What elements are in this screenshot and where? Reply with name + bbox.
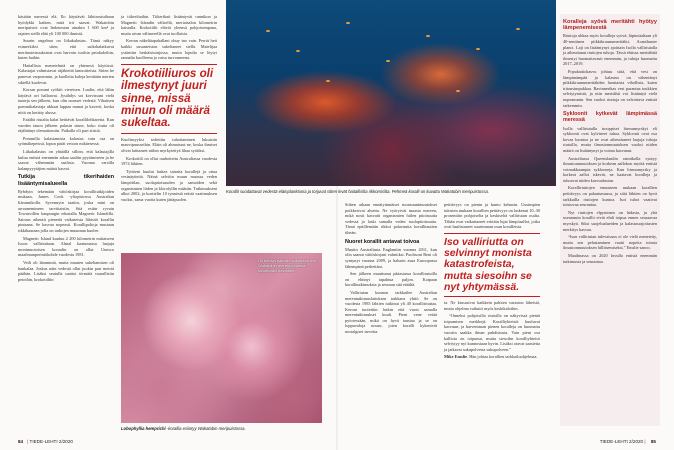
- pullquote: Krokotiiliuros oli ilmestynyt juuri sinne, missä minun oli määrä sukeltaa.: [121, 66, 214, 130]
- right-footer: [600, 439, 660, 444]
- sidebar-title: Koralleja syövä meritähti hyötyy lämpenemisestä: [563, 19, 657, 32]
- photo-overlay-text: Oli tultava paikalle kokonaan niin Wakatobin merenpohjassa kovakoralli havaittiin.: [258, 258, 317, 273]
- paragraph: peittävyys on pienin ja kunto kehnoin. Uusimpien tulosten mukaan korallien peittävyys on laskenut 10–30 prosenttiin pohjoiselta ja keskiseltä valliriutan osalta. Tähän ovat vaikuttaneet erittäin lujat lämpöaallot, jotka ovat haalistaneet suurimman osan koralleista.: [444, 202, 540, 230]
- paragraph: Liikakalastus on yhtäällä silloin, että kalastajilla kuluu entistä enemmän aikaa saaliin pyytämiseen ja he saavat vähemmän saalista. Vuonna varsilla kalanpyyytäjien määrä kasvoi.: [18, 149, 114, 171]
- paragraph: ta. Ne kiusasivat kaikkein pahiten varaston läheisiä, mutta ohjelma vaikutti myös keskikaloihin.: [444, 299, 540, 311]
- paragraph: Kuolinsyyksi todettiin tuhottaminen lukuisiin mauvipuusseihin. Eläin oli ahmaissut ne, koska ihmiset olivat laittaneet niihin myrkytettyä lihaa syötiksi.: [121, 136, 217, 153]
- fish-shape: [476, 48, 480, 50]
- paragraph: Muutin Australiasta Englantiin vuonna 2011, kun olin saanut väitöskirjani valmiiksi. Puolisoni Beni oli syntynyt vuonna 2009, ja halusin asua Euroopassa lähempänä perhettäni.: [345, 246, 437, 269]
- paragraph: Suurin ongelma on liikakalastus. Tämä näkyy esimerkiksi siten, että suikrhalatkuvat merituuteisuuksistat ovat harvoin isoihin petokaloihin, kuten haihin.: [18, 38, 114, 61]
- pullquote-rule: [121, 64, 217, 65]
- paragraph: Isolla valliriutalla trooppiset hirmumyrskyt eli sykloonit ovat kylvineet tuhoa. Sykloonit ovat osa kovaa luontoa ja ne ovat aiheuttaneet laajoja tuhoja riutoilla, mutta ilmastonmuutoksen vuoksi niiden määrä on lisääntynyt ja voima kasvanut.: [563, 125, 657, 153]
- footer-separator: |: [27, 439, 29, 444]
- subheading: Tutkija tikerihaiden lisääntymisalueella: [18, 174, 114, 187]
- paragraph-tail: . Hän johtaa korallien tarkkailuohjelmaa.: [467, 354, 538, 360]
- paragraph: Haitallisia menetelmiä on yhtenesä käytössä. Kalastajat valmistavat räjähteitä lannoitteista. Sitten he panevat varpommin, ja kuolleita kaloja kerätään merten sikiellä kuolevat.: [18, 62, 114, 85]
- paragraph: Veili oli lämmintä, mutta muuten sukeltamisen oli hankalaa. Joskus näin vedestä ollut juokin pari metriä päähän. Lisäksi seutulla saattoi törmätä vaarallisiin petoihin, krokotiiliin: [18, 259, 114, 282]
- paragraph: Nyt riuttojen elpyminen on hidasta, ja yhä useammin korallit eivät ehdi toipua ennen seuraavaa myrskyä. Siksi suojelualueiden ja kalastusrajoitusten merkitys kasvaa.: [563, 209, 657, 232]
- paragraph: Koralliriuttojen ennusteen mukaan korallien peittävyys on palautumassa, ja siitä lähtien on hyvä tarkkailla riuttojen kuntoa. Isot tuhot vaativat toistuvaa seurantaa.: [563, 185, 657, 208]
- paragraph: “Onneksi pohjoisilla riutoilla on näkyvissä pieniä toipumisen merkkejä. Koralliyhteisöt kuuluvat kasvuun, ja harvemman pienen koralleja on huomattu vuosiin saakka ilman puhdistusta. Vain pieni osa kalliota on toipunut, mutta siesoihn koralliyhteisö selviytyy nyt kunnostaan hyvin. Lisäksi otavat saastetta ja jatkavat sukupolvesta sukupolveen.”: [444, 313, 540, 352]
- paragraph: Maailmassa on 2020 luvulla entistä enemmän tutkimusta ja seurantaa.: [563, 253, 657, 264]
- paragraph: Riuttoja uhkaa myös koralleja syövä, läpimitaltaan yli 40-senttinen piikkikruunumeritähti, Acanthaster planci. Laji on lisääntynyt ajoittain Isolla valliriutalla ja aiheuttanut riuttojen tuhoja. Tässä ehtissa meritähtiä ilmestyi huomattavasti enemmän, ja tuhoja huomattu 2017–2019.: [563, 33, 657, 67]
- paragraph: Tyttöeni kuului laskea sairaita korallejä ja ottaa vesinäytteitä. Näinä selvitin muun muassa veden lämpötilan, suolapitoisuuden ja samoiden sekä organismien liiden ja klorofyllin määrän. Tutkimukseni alkoi 2002, ja koettelin 10 tynnöstä erästä vaatimuksen vuoksi, sama vuotta kuten jättäpuolen.: [121, 168, 217, 202]
- left-column-2: [121, 14, 217, 249]
- paragraph: Krokotiili on ollut rauhoitettu Australiassa vuodesta 1974 lähtien.: [121, 155, 217, 167]
- left-footer: [18, 439, 73, 444]
- paragraph: Korran pommi ryökiti viereisen. Luulin, että lähin käytävä avi hallaavat. Jysähdys soi korvissani vielä tunteja sen jälkeen, kun olin nousset vedestä. Vihaitsen pommikalastaja ukkaat lappaa munat ja kaverit, koska niitä on kerätty alussa.: [18, 87, 114, 115]
- footer-separator: |: [644, 439, 646, 444]
- pullquote-rule: [121, 133, 217, 134]
- paragraph: “Ison valliriutan tulevaisuus ei ole vielä menetetty, mutta sen pelastaminen vaatii nopeita toimia ilmastonmuutoksen hillitsemiseksi,” Emslie sanoo.: [563, 234, 657, 251]
- coral-reef-photo: [226, 0, 556, 186]
- pink-coral-photo: [121, 253, 322, 423]
- paragraph: Australiassa Queenslandin rannikolla syntyy ilmastonmuutoksen ja korkean aallokon myötä entistä voimakkaampia syklooneja. Kun hirmumyrsky ja korkeat aallot iskevät, ne kaatavat koralleja ja tuhoavat niiden kasvualustan.: [563, 155, 657, 183]
- fish-shape: [426, 35, 430, 37]
- paragraph: Valliriutan kunnon tarkkailee Australian merentutkimuslaitoksen tarkkaus yhtiö. Se on vuodesta 1985 lähtien tutkinut yli 40 korallitriuttaa. Kerran tuotettiin laskin että vuosi samalla merentutkimukset kuuli. Pieni vene vetää pyöriessään, mikä on hyvä taustaa ja se on loppuvaloja nousu, joten koralli kykenivät nostalgiset tarvetta.: [345, 289, 437, 335]
- paragraph: Populaatiokasvu johtuu siitä, että vesi on lämpimämpää ja kalastus on vähentänyt piikkikruunumeritähden luontaisia vihollisia, kuten tritonsimpukkaa. Ravinnerikas vesi parantaa toukkien selviytymistä, ja niin meritähti voi lisääntyä vielä nopeammin. Sen vuoksi riuttoja on valvottava entistä tarkemmin.: [563, 68, 657, 108]
- paragraph: Magnetic Island kuuluu 2 200 kilometrin mittaiseen Isoon valliriuttaan. Almal kaatumassa laajuja monimuotoisen koraalin on ollut Unesco maailmanperintökohde vuodesta 1981.: [18, 235, 114, 258]
- right-column-4: [444, 202, 540, 427]
- paragraph: Eräältä riutalta kalat heittävät korallilohkareita. Kun vuoden tauon jälkeen palasin sinne, koko riutta oli räjähtänyt olemattomiin. Paikalla oli pari siistiä.: [18, 117, 114, 134]
- fish-shape: [346, 22, 350, 24]
- fish-shape: [516, 28, 520, 30]
- right-sidebar-column: [560, 14, 660, 426]
- fish-shape: [386, 60, 390, 62]
- fish-shape: [296, 50, 300, 52]
- subheading: Sykloonit kytkevät lämpimässä meressä: [563, 111, 657, 124]
- paragraph: ja tiikerihaihin. Tiikerihait lisääntyvät rannikon ja Magnetic Islandin välisellä, meriaisalon kilometrin kaistalla. Krokotiilit elävät yleensä pohjoisempana, mutta aivan välimerellä ovat tuollaisia.: [121, 14, 217, 36]
- caption-text: -korallia esiintyy Wakatobin meripuistossa.: [165, 426, 246, 431]
- paragraph: [444, 354, 540, 360]
- caption-species: Lobophyllia hemprichi: [121, 426, 166, 431]
- subheading: Nuoret korallit antavat toivoa: [345, 238, 420, 245]
- paragraph: Siihen aikaan ennätyinmäiset monsuunimuutokset poikkesivat aluetta. Ne vyöryivät maasta mereen, mikä nosti kasvatti organismien hiilen pitoisuutta vedessä ja laski samalla veden suolapitoisuutta. Tämä epäillemään rikkoi palavuutta korallitautien tiheän.: [345, 202, 437, 235]
- paragraph: Kerran näkeltäapahallani ohuy ino vain. Perrät heti kaikki susanteiston sukeltaneet siellä. Matelijaa ystärttiin heskäisiuinjossa, mutta lopulta se löytyi rannalta kuolleena ja vatsa turvonneena.: [121, 38, 217, 61]
- pullquote: Iso valliriutta on selvinnyt monista katastrofeista, mutta siesoihn se nyt yhtymässä.: [444, 236, 532, 293]
- interviewee-name: Mike Emslie: [444, 354, 468, 360]
- pullquote-rule: [444, 233, 540, 234]
- paragraph: Sen jälkeen muuttunut pääasiassa korallirutuilla on ehtinyt tapahtua paljon. Kaipaan korallitutkimuksia ja seuraan sitä etäältä.: [345, 271, 437, 288]
- photo-caption: [121, 426, 336, 431]
- fish-shape: [456, 90, 460, 92]
- footer-label: TIEDE-LEHTI 2/2020: [29, 439, 73, 444]
- pullquote-rule: [444, 296, 540, 297]
- fish-shape: [266, 30, 270, 32]
- paragraph: Rybdyin tekemään väitöskirjaa korallitutkijoiden mukaan, James Cook -yliopistossa Australian Itärannikolla. Syvennyin taatiin, joska mini on arroanemineen tarvittaisiin. Sitä esitin ryvain Townsvillen kaupungin edustalla Magnetic Islandilla. Sairaus aiheutti pieneitä vaikuteista lähistöt korallin pintaana. Se kasvaa nopeasti. Korallipoltoja mustaan rikkihaaraan jolla on tarhojen muunnan kuolee.: [18, 188, 114, 233]
- page-number: 85: [650, 439, 656, 444]
- page-number: 84: [18, 439, 24, 444]
- left-column-1: [18, 14, 114, 426]
- paragraph: Pommilla kalastamista kalastus vain osa on syömäkepeissä, lopun pärät vetoon mikäesessä.: [18, 135, 114, 147]
- coral-photo-caption: Korallit suodattavat vedestä eläinplanktonia ja torjuvat sitten levät haitallisilta rikkomisilta. Pehmeä koralli on kuvattu Wakatobin meripuistossa.: [226, 189, 489, 194]
- fish-shape: [326, 80, 330, 82]
- paragraph: kästään meressä elä. Ilo käyttävät lähtiroutuihaan hyödykki kaiken, mitä irti saavat. Wakatobin meripuistot ovat Indonesian ainakin 1 600 km² ja rajaten siellä elää yli 100 000 ihmistä.: [18, 14, 114, 36]
- footer-label: TIEDE-LEHTI 2/2020: [599, 439, 644, 444]
- right-column-3: [345, 202, 437, 427]
